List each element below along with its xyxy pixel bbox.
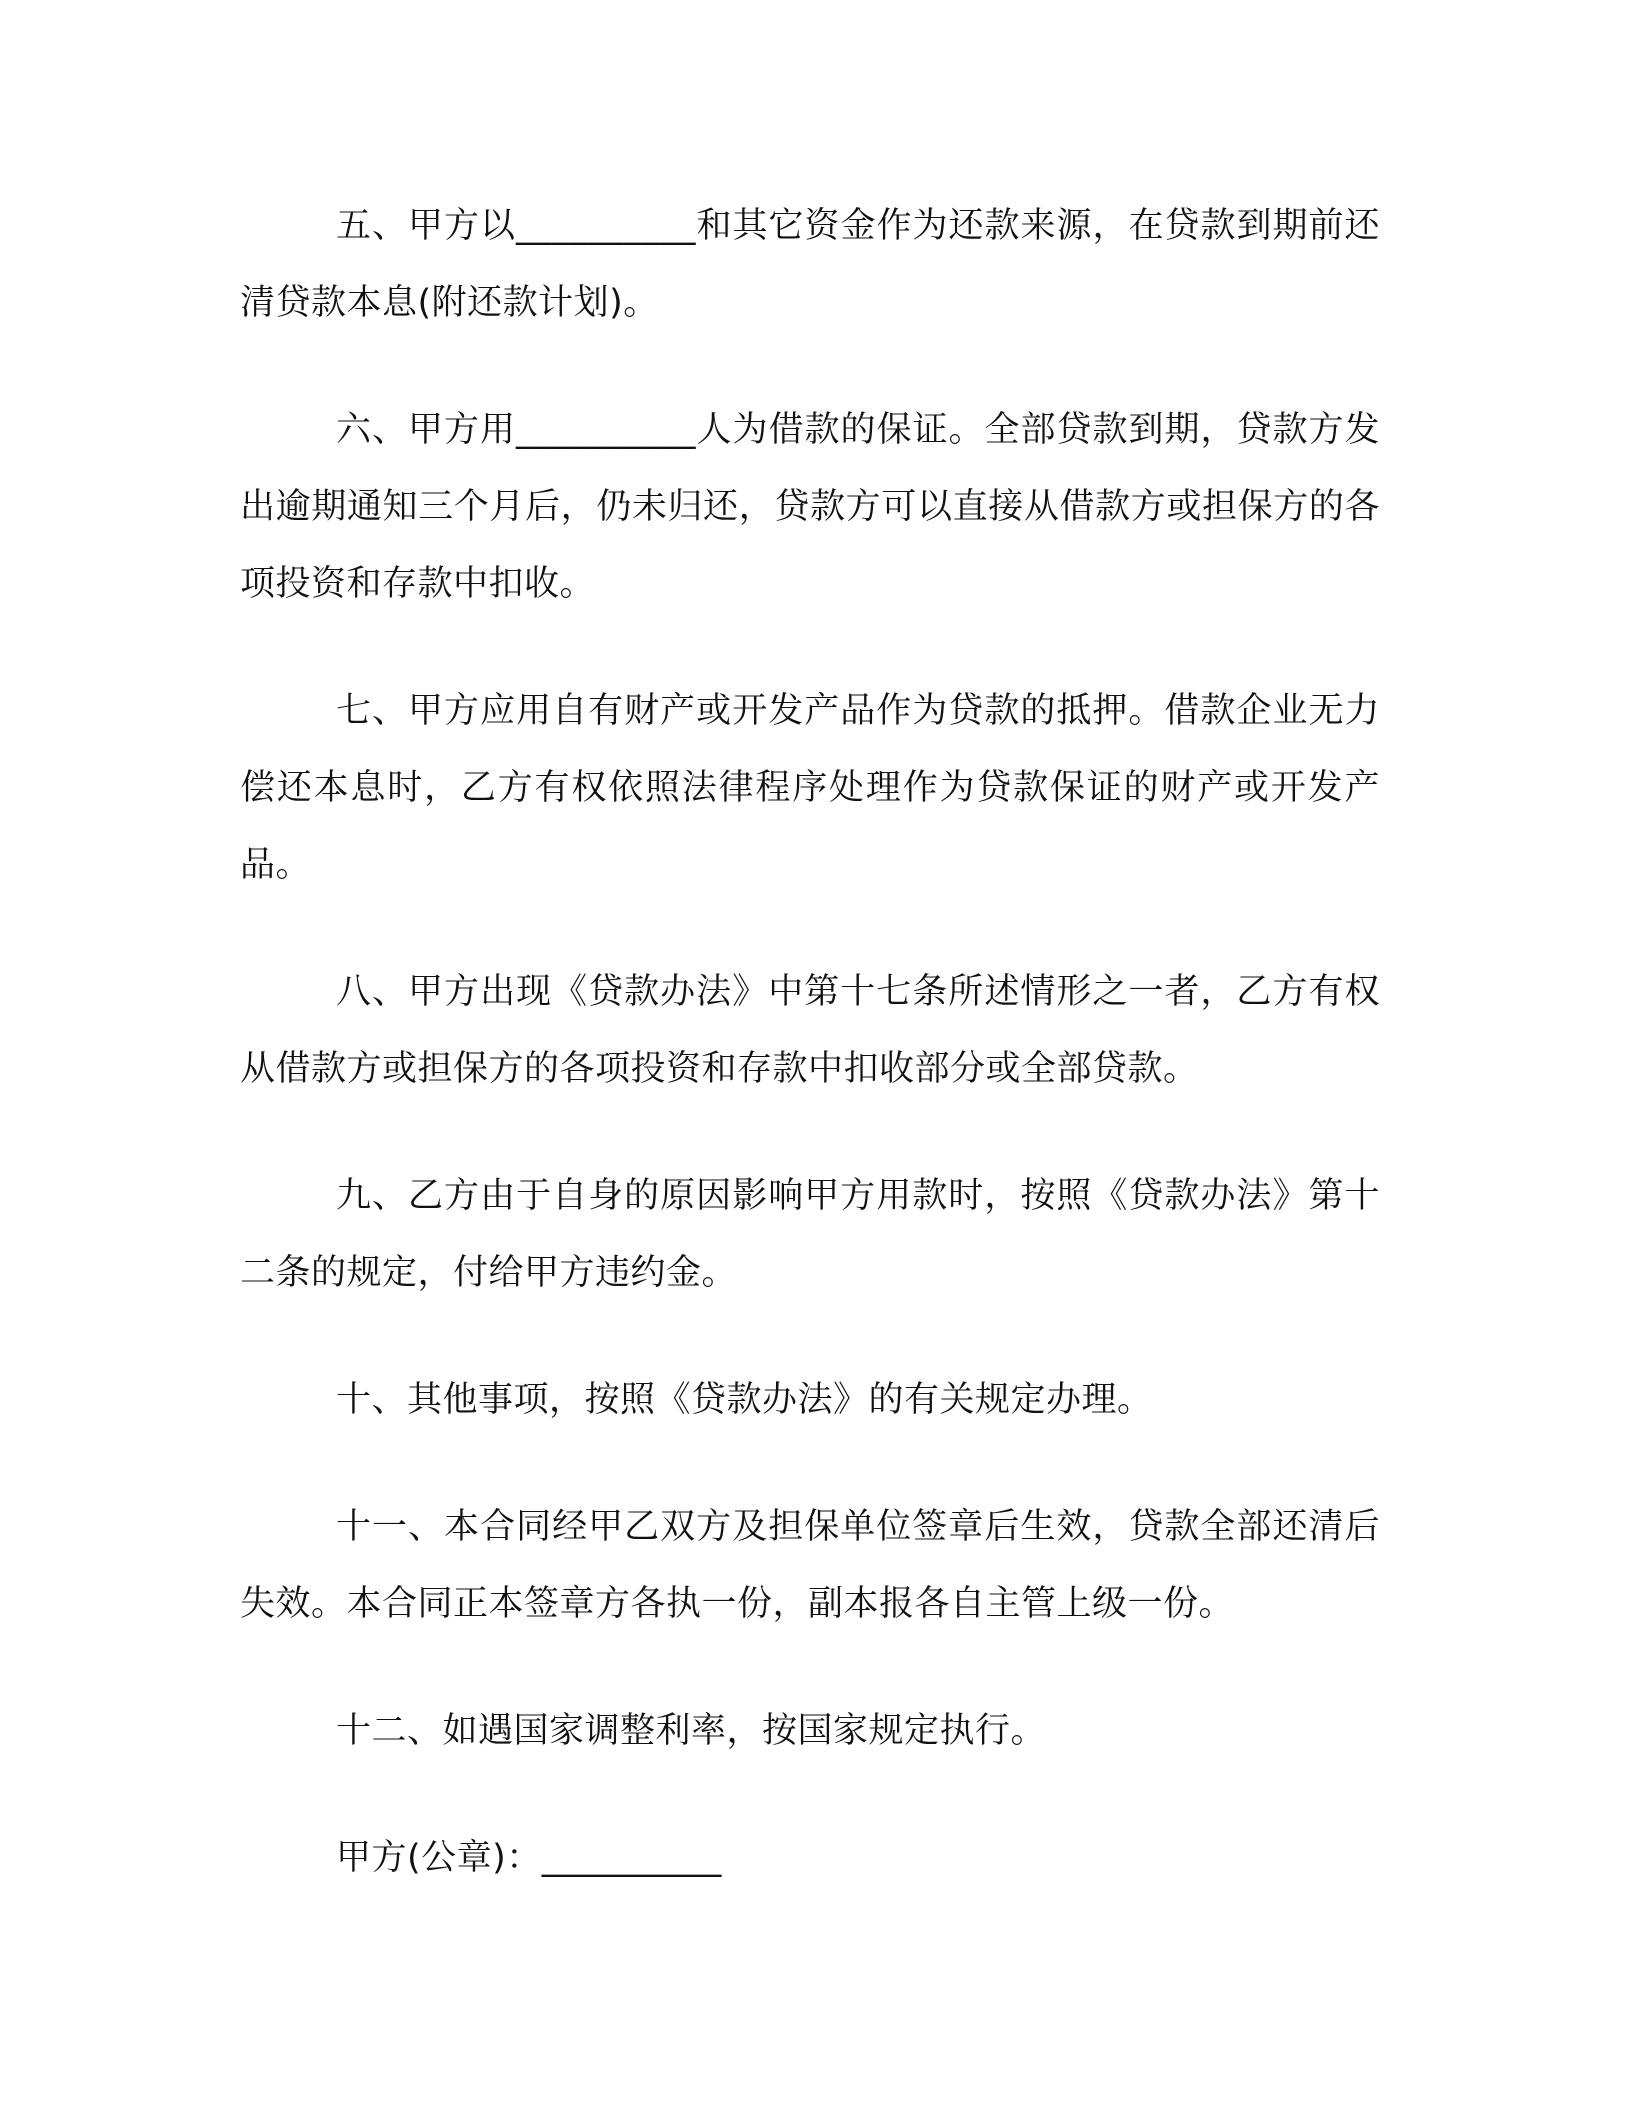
clause-6: 六、甲方用__________人为借款的保证。全部贷款到期，贷款方发出逾期通知三个月后，仍未归还，贷款方可以直接从借款方或担保方的各项投资和存款中扣收。	[240, 410, 1380, 604]
document-body	[240, 188, 1380, 1947]
clause-11: 十一、本合同经甲乙双方及担保单位签章后生效，贷款全部还清后失效。本合同正本签章方各执一份，副本报各自主管上级一份。	[240, 1507, 1380, 1624]
clause-9: 九、乙方由于自身的原因影响甲方用款时，按照《贷款办法》第十二条的规定，付给甲方违约金。	[240, 1176, 1380, 1293]
clause-10: 十、其他事项，按照《贷款办法》的有关规定办理。	[336, 1380, 1153, 1420]
party-a-seal-line: 甲方(公章)：__________	[336, 1838, 722, 1878]
clause-8: 八、甲方出现《贷款办法》中第十七条所述情形之一者，乙方有权从借款方或担保方的各项投资和存款中扣收部分或全部贷款。	[240, 972, 1380, 1089]
clause-7: 七、甲方应用自有财产或开发产品作为贷款的抵押。借款企业无力偿还本息时，乙方有权依照法律程序处理作为贷款保证的财产或开发产品。	[240, 691, 1380, 885]
clause-12: 十二、如遇国家调整利率，按国家规定执行。	[336, 1711, 1047, 1751]
clause-5: 五、甲方以__________和其它资金作为还款来源，在贷款到期前还清贷款本息(附还款计划)。	[240, 206, 1380, 323]
